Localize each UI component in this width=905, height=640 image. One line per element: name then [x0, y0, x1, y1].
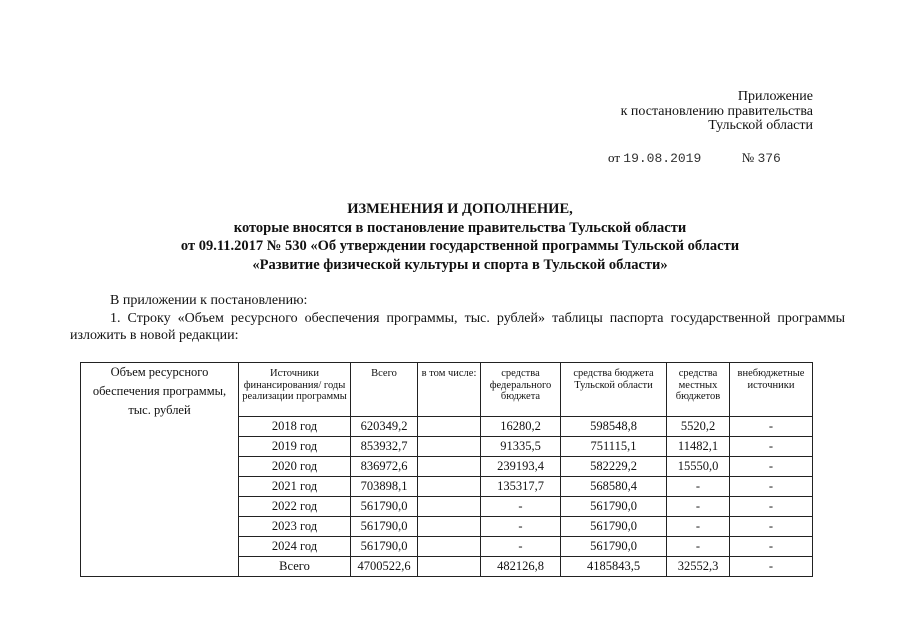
- cell-regional: 561790,0: [561, 517, 667, 537]
- cell-federal: 91335,5: [481, 437, 561, 457]
- cell-year: Всего: [239, 557, 351, 577]
- cell-extrabudgetary: -: [730, 457, 813, 477]
- cell-local: -: [667, 537, 730, 557]
- resource-table: [80, 362, 813, 577]
- cell-total: 561790,0: [351, 537, 418, 557]
- cell-regional: 582229,2: [561, 457, 667, 477]
- cell-local: -: [667, 517, 730, 537]
- cell-total: 561790,0: [351, 517, 418, 537]
- cell-year: 2023 год: [239, 517, 351, 537]
- cell-year: 2019 год: [239, 437, 351, 457]
- cell-regional: 4185843,5: [561, 557, 667, 577]
- cell-regional: 751115,1: [561, 437, 667, 457]
- table-header-row: [81, 363, 813, 417]
- cell-federal: 482126,8: [481, 557, 561, 577]
- cell-year: 2021 год: [239, 477, 351, 497]
- cell-extrabudgetary: -: [730, 517, 813, 537]
- appendix-line-3: Тульской области: [708, 118, 813, 133]
- cell-including: [418, 517, 481, 537]
- row-header-cell: Объем ресурсного обеспечения программы, тыс. рублей: [81, 363, 239, 577]
- cell-including: [418, 537, 481, 557]
- cell-federal: -: [481, 537, 561, 557]
- number-sign: №: [741, 150, 755, 165]
- cell-including: [418, 477, 481, 497]
- title-line-2: которые вносятся в постановление правительства Тульской области: [233, 219, 687, 236]
- cell-total: 620349,2: [351, 417, 418, 437]
- item-1-paragraph: 1. Строку «Объем ресурсного обеспечения программы, тыс. рублей» таблицы паспорта государственной программы изложить в новой редакции:: [70, 311, 845, 343]
- cell-year: 2022 год: [239, 497, 351, 517]
- cell-including: [418, 437, 481, 457]
- date-prefix: от: [608, 150, 621, 165]
- cell-federal: -: [481, 517, 561, 537]
- cell-federal: 135317,7: [481, 477, 561, 497]
- cell-year: 2018 год: [239, 417, 351, 437]
- title-line-4: «Развитие физической культуры и спорта в Тульской области»: [252, 256, 668, 273]
- cell-total: 853932,7: [351, 437, 418, 457]
- header-federal: средства федерального бюджета: [481, 363, 561, 417]
- cell-including: [418, 557, 481, 577]
- cell-year: 2024 год: [239, 537, 351, 557]
- cell-local: 32552,3: [667, 557, 730, 577]
- decree-date-number: [608, 150, 781, 166]
- cell-year: 2020 год: [239, 457, 351, 477]
- cell-regional: 568580,4: [561, 477, 667, 497]
- cell-total: 561790,0: [351, 497, 418, 517]
- cell-local: 11482,1: [667, 437, 730, 457]
- intro-paragraph: В приложении к постановлению:: [110, 293, 308, 308]
- cell-total: 4700522,6: [351, 557, 418, 577]
- cell-extrabudgetary: -: [730, 417, 813, 437]
- decree-number: 376: [757, 151, 781, 166]
- header-extrabudgetary: внебюджетные источники: [730, 363, 813, 417]
- cell-including: [418, 497, 481, 517]
- cell-extrabudgetary: -: [730, 537, 813, 557]
- title-line-1: ИЗМЕНЕНИЯ И ДОПОЛНЕНИЕ,: [347, 201, 573, 217]
- cell-regional: 561790,0: [561, 497, 667, 517]
- header-including: в том числе:: [418, 363, 481, 417]
- cell-extrabudgetary: -: [730, 497, 813, 517]
- document-title: [80, 200, 840, 274]
- cell-regional: 561790,0: [561, 537, 667, 557]
- appendix-header: [621, 90, 813, 134]
- cell-extrabudgetary: -: [730, 477, 813, 497]
- cell-local: 15550,0: [667, 457, 730, 477]
- cell-including: [418, 457, 481, 477]
- cell-total: 836972,6: [351, 457, 418, 477]
- cell-local: -: [667, 497, 730, 517]
- cell-federal: -: [481, 497, 561, 517]
- cell-including: [418, 417, 481, 437]
- header-regional: средства бюджета Тульской области: [561, 363, 667, 417]
- header-total: Всего: [351, 363, 418, 417]
- decree-date: 19.08.2019: [623, 151, 702, 166]
- title-line-3: от 09.11.2017 № 530 «Об утверждении государственной программы Тульской области: [180, 238, 740, 254]
- cell-federal: 239193,4: [481, 457, 561, 477]
- cell-extrabudgetary: -: [730, 557, 813, 577]
- header-sources: Источники финансирования/ годы реализации программы: [239, 363, 351, 417]
- cell-total: 703898,1: [351, 477, 418, 497]
- appendix-line-1: Приложение: [737, 89, 813, 104]
- cell-extrabudgetary: -: [730, 437, 813, 457]
- appendix-line-2: к постановлению правительства: [620, 103, 813, 119]
- cell-local: -: [667, 477, 730, 497]
- cell-federal: 16280,2: [481, 417, 561, 437]
- cell-regional: 598548,8: [561, 417, 667, 437]
- cell-local: 5520,2: [667, 417, 730, 437]
- header-local: средства местных бюджетов: [667, 363, 730, 417]
